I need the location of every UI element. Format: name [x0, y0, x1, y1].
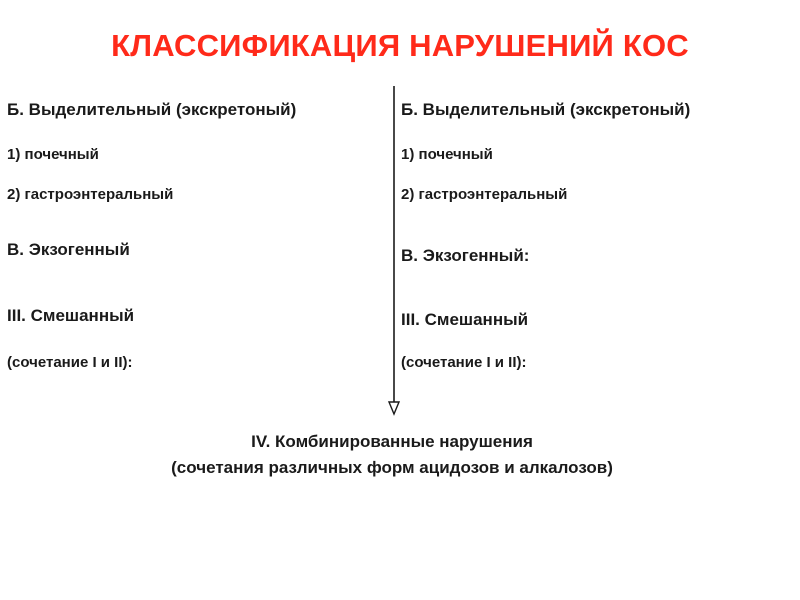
right-exogenous-heading: В. Экзогенный: — [401, 246, 530, 265]
left-mixed-heading: III. Смешанный — [7, 306, 135, 325]
right-mixed-heading: III. Смешанный — [401, 310, 529, 329]
combined-disorders-note: (сочетания различных форм ацидозов и алкалозов) — [171, 458, 613, 477]
right-gastro-item: 2) гастроэнтеральный — [401, 186, 568, 203]
left-exogenous-heading: В. Экзогенный — [7, 240, 130, 259]
combined-disorders-heading: IV. Комбинированные нарушения — [251, 432, 533, 451]
left-mixed-note: (сочетание I и II): — [7, 354, 133, 371]
right-renal-item: 1) почечный — [401, 146, 493, 163]
left-renal-item: 1) почечный — [7, 146, 99, 163]
right-mixed-note: (сочетание I и II): — [401, 354, 527, 371]
divider-arrow — [386, 86, 402, 416]
page-title: КЛАССИФИКАЦИЯ НАРУШЕНИЙ КОС — [111, 28, 689, 63]
right-excretory-heading: Б. Выделительный (экскретоный) — [401, 100, 691, 119]
divider-arrowhead — [389, 402, 399, 414]
left-gastro-item: 2) гастроэнтеральный — [7, 186, 174, 203]
left-excretory-heading: Б. Выделительный (экскретоный) — [7, 100, 297, 119]
